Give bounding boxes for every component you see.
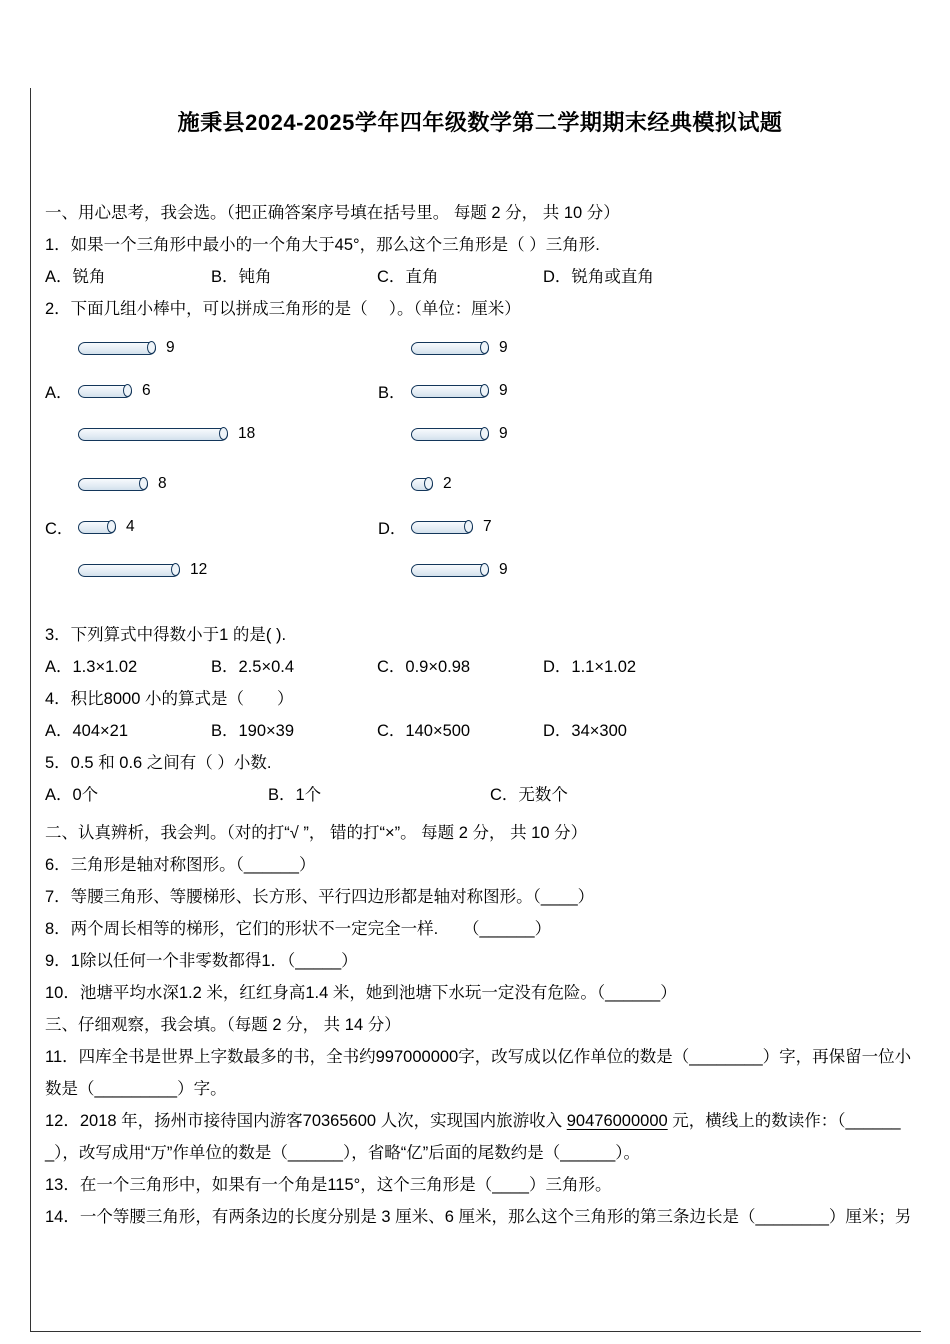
question-4-options <box>45 715 915 747</box>
stick-shape <box>78 428 228 441</box>
stick-row <box>78 563 207 577</box>
stick-column <box>78 341 255 441</box>
option-d: D．锐角或直角 <box>543 268 654 286</box>
question-5-options <box>45 779 915 811</box>
stick-length-label: 9 <box>499 339 508 356</box>
stick-row <box>411 563 508 577</box>
stick-row <box>411 341 508 355</box>
stick-length-label: 6 <box>142 382 151 399</box>
question-4: 4．积比8000 小的算式是（ ） <box>45 690 294 708</box>
option-c: C．无数个 <box>490 786 568 804</box>
option-a: A．1.3×1.02 <box>45 658 138 676</box>
stick-shape <box>78 564 180 577</box>
stick-group-a <box>45 341 378 441</box>
stick-row <box>411 384 508 398</box>
question-12-underlined-number: 90476000000 <box>566 1112 668 1130</box>
question-1-options <box>45 261 915 293</box>
option-c: C．直角 <box>377 268 439 286</box>
stick-row <box>411 427 508 441</box>
question-9: 9．1除以任何一个非零数都得1．（_____） <box>45 952 358 970</box>
question-3-options <box>45 651 915 683</box>
stick-row <box>78 341 255 355</box>
stick-shape <box>411 385 489 398</box>
question-8: 8．两个周长相等的梯形，它们的形状不一定完全一样. （______） <box>45 920 552 938</box>
stick-shape <box>78 478 148 491</box>
question-12 <box>45 1105 915 1169</box>
stick-group-label: A． <box>45 384 73 402</box>
stick-group-label: B． <box>378 384 406 402</box>
stick-shape <box>411 564 489 577</box>
section2-heading: 二、认真辨析，我会判。（对的打“√ ”， 错的打“×”。 每题 2 分， 共 10 分） <box>45 824 588 842</box>
stick-group-b <box>378 341 915 441</box>
stick-row <box>411 520 508 534</box>
stick-shape <box>411 478 433 491</box>
section3-heading: 三、仔细观察，我会填。（每题 2 分， 共 14 分） <box>45 1016 401 1034</box>
stick-group-label: D． <box>378 520 407 538</box>
stick-length-label: 9 <box>499 382 508 399</box>
stick-length-label: 18 <box>238 425 256 442</box>
stick-length-label: 8 <box>158 475 167 492</box>
option-c: C．140×500 <box>377 722 471 740</box>
option-b: B．190×39 <box>211 722 295 740</box>
stick-row <box>78 477 207 491</box>
stick-shape <box>78 342 156 355</box>
option-d: D．34×300 <box>543 722 627 740</box>
option-b: B．钝角 <box>211 268 272 286</box>
stick-length-label: 9 <box>166 339 175 356</box>
stick-shape <box>411 428 489 441</box>
stick-shape <box>78 521 116 534</box>
option-a: A．0个 <box>45 786 99 804</box>
section1-heading: 一、用心思考，我会选。（把正确答案序号填在括号里。 每题 2 分， 共 10 分） <box>45 204 620 222</box>
question-2-stick-diagram <box>45 341 915 577</box>
question-7: 7．等腰三角形、等腰梯形、长方形、平行四边形都是轴对称图形。（____） <box>45 888 595 906</box>
stick-row <box>78 427 255 441</box>
question-14: 14．一个等腰三角形，有两条边的长度分别是 3 厘米、6 厘米，那么这个三角形的第三条边长是（________）厘米；另 <box>45 1208 912 1226</box>
stick-length-label: 4 <box>126 518 135 535</box>
option-c: C．0.9×0.98 <box>377 658 471 676</box>
question-3: 3．下列算式中得数小于1 的是( ). <box>45 626 287 644</box>
option-b: B．2.5×0.4 <box>211 658 295 676</box>
question-12-text-post: 元，横线上的数读作：（______ _），改写成用“万”作单位的数是（______），省略“亿”后面的尾数约是（______）。 <box>45 1112 901 1162</box>
question-10: 10．池塘平均水深1.2 米，红红身高1.4 米，她到池塘下水玩一定没有危险。（______） <box>45 984 677 1002</box>
stick-length-label: 9 <box>499 425 508 442</box>
question-11: 11．四库全书是世界上字数最多的书，全书约997000000字，改写成以亿作单位的数是（________）字，再保留一位小数是（_________）字。 <box>45 1048 912 1098</box>
option-a: A．404×21 <box>45 722 129 740</box>
option-b: B．1个 <box>268 786 322 804</box>
stick-group-c <box>45 477 378 577</box>
stick-length-label: 7 <box>483 518 492 535</box>
option-d: D．1.1×1.02 <box>543 658 637 676</box>
stick-shape <box>411 342 489 355</box>
stick-length-label: 12 <box>190 561 208 578</box>
stick-row <box>78 520 207 534</box>
question-1: 1．如果一个三角形中最小的一个角大于45°，那么这个三角形是（ ）三角形. <box>45 236 600 254</box>
stick-column <box>411 341 508 441</box>
stick-row <box>78 384 255 398</box>
stick-shape <box>78 385 132 398</box>
stick-shape <box>411 521 473 534</box>
question-5: 5．0.5 和 0.6 之间有（ ）小数. <box>45 754 272 772</box>
page-title: 施秉县2024-2025学年四年级数学第二学期期末经典模拟试题 <box>177 110 783 135</box>
stick-column <box>411 477 508 577</box>
option-a: A．锐角 <box>45 268 106 286</box>
stick-group-d <box>378 477 915 577</box>
stick-group-label: C． <box>45 520 74 538</box>
stick-length-label: 2 <box>443 475 452 492</box>
stick-row <box>411 477 508 491</box>
question-13: 13．在一个三角形中，如果有一个角是115°，这个三角形是（____）三角形。 <box>45 1176 612 1194</box>
question-6: 6．三角形是轴对称图形。（______） <box>45 856 316 874</box>
stick-column <box>78 477 207 577</box>
stick-length-label: 9 <box>499 561 508 578</box>
question-2: 2．下面几组小棒中，可以拼成三角形的是（ ）。（单位：厘米） <box>45 300 521 318</box>
question-12-text-pre: 12．2018 年，扬州市接待国内游客70365600 人次，实现国内旅游收入 <box>45 1112 567 1130</box>
